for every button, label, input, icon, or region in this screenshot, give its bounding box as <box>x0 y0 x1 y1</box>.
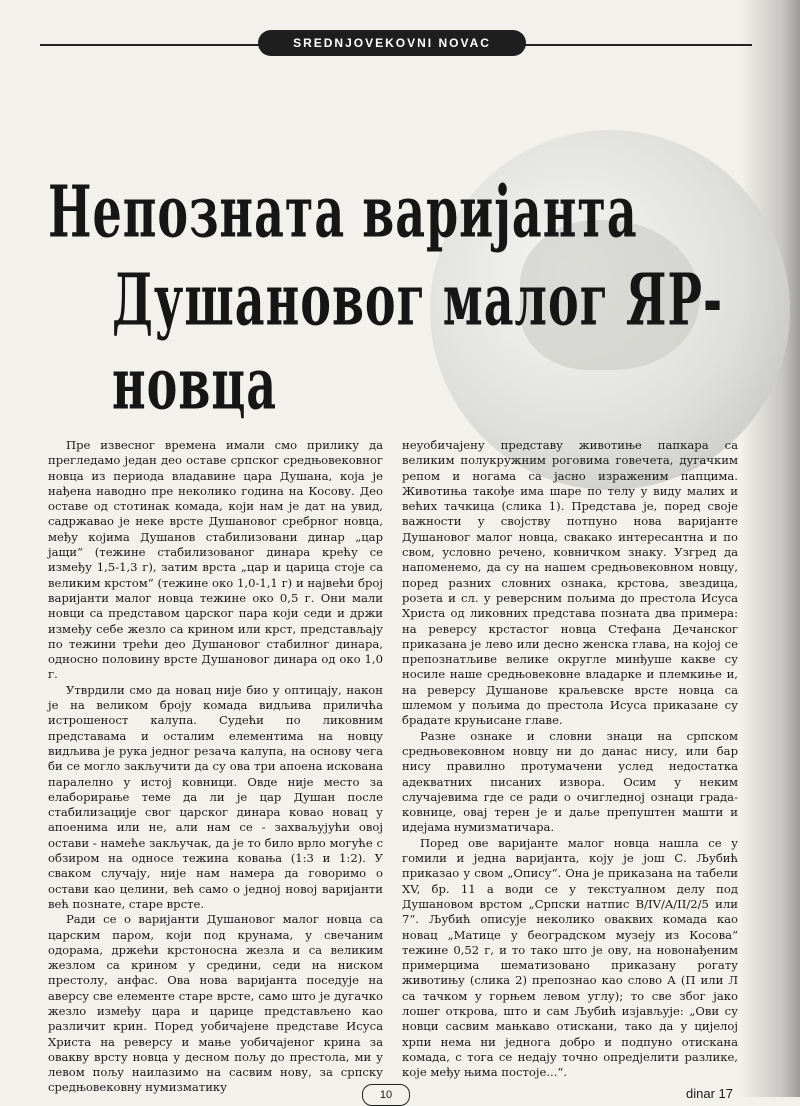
body-column-right <box>402 438 738 1080</box>
body-column-left <box>48 438 383 1096</box>
paragraph: Ради се о варијанти Душановог малог новца са царским паром, који под крунама, у свечаним одорама, држећи крстоносна жезла и са великим жезлом са крином у средини, седи на ниском престолу, анфас. Ова нова варијанта поседује на аверсу све елементе старе врсте, само што је дугачко жезло између цара и царице представљено као различит крин. Поред уобичајене представе Исуса Христа на реверсу и мање уобичајеног крина за овакву врсту новца у десном пољу до престола, ми у левом пољу наилазимо на сасвим нову, за српску средњовековну нумизматику <box>48 912 383 1095</box>
paragraph: Поред ове варијанте малог новца нашла се у гомили и једна варијанта, коју је још С. Љубић приказао у свом „Опису“. Она је приказана на табели XV, бр. 11 а води се у текстуалном делу под Душановом врстом „Српски натпис В/IV/A/II/2/5 или 7“. Љубић описује неколико оваквих комада као новац „Матице у београдском музеју из Косова“ тежине 0,52 г, и то тако што је ову, на новонађеним примерцима шематизовано приказану рогату животињу (слика 2) препознао као слово А (П или Л са тачком у горњем левом углу); то све због јако лошег открова, што и сам Љубић изјављује: „Ови су новци сасвим мањкаво отискани, тако да у цијелој хрпи нема ни једнога добро и подпуно отискана комада, с тога се недају точно опредјелити разлике, које међу њима постоје...“. <box>402 835 738 1080</box>
paragraph: Утврдили смо да новац није био у оптицају, након је на великом броју комада видљива приличћа истрошеност калупа. Судећи по ликовним представама и осталим елементима на новцу видљива је рука једног резача калупа, на основу чега би се могло закључити да су ова три апоена искована паралелно у истој ковници. Овде није место за елаборирање теме да ли је цар Душан после стабилизације свог царског динара ковао новац у апоенима или не, али нам се - захваљујући овој остави - намеће закључак, да је то било врло могуће с обзиром на односе тежина ковања (1:3 и 1:2). У сваком случају, није нам намера да говоримо о остави као целини, већ само о једној новој варијанти већ познате, старе врсте. <box>48 682 383 911</box>
article-title-line-2: Душановог малог ЯР-новца <box>112 258 724 426</box>
page-number: 10 <box>362 1084 410 1106</box>
paragraph: Разне ознаке и словни знаци на српском средњовековном новцу ни до данас нису, или бар нису правилно протумачени услед недостатка адекватних писаних извора. Осим у неким случајевима где се ради о очигледној ознаци града-ковнице, овај терен је и даље препуштен машти и идејама нумизматичара. <box>402 728 738 835</box>
section-label: SREDNJOVEKOVNI NOVAC <box>258 30 526 56</box>
paragraph: неуобичајену представу животиње папкара са великим полукружним роговима говечета, дугачким репом и ногама са јасно израженим папцима. Животиња такође има шаре по телу у виду малих и већих тачкица (слика 1). Представа је, поред своје важности у својству потпуно нова варијанте Душановог малог новца, свакако интересантна и по свом, условно речено, ковничком знаку. Узгред да напоменемо, да су на нашем средњовековном новцу, поред разних словних ознака, крстова, звездица, розета и сл. у реверсним пољима до престола Исуса Христа од ликовних представа позната два примера: на реверсу крстастог новца Стефана Дечанског приказана је лево или десно женска глава, на којој се препознатљиве велике округле минђуше какве су носиле наше средњовековне владарке и племкиње и, на реверсу Душанове краљевске врсте новца са шлемом у пољима до престола Исуса приказане су брадате круњисане главе. <box>402 438 738 728</box>
magazine-footer: dinar 17 <box>686 1086 733 1101</box>
article-title-line-1: Непозната варијанта <box>48 170 638 254</box>
page-gutter-shadow <box>740 0 800 1097</box>
paragraph: Пре извесног времена имали смо прилику да прегледамо један део оставе српског средњовековног новца из периода владавине цара Душана, која је нађена наводно пре неколико година на Косову. Део оставе од стотинак комада, који нам је дат на увид, садржавао је неке врсте Душановог сребрног новца, међу којима Душанов стабилизовани динар „цар јащи“ (тежине стабилизованог динара крећу се између 1,5-1,3 г), затим врста „цар и царица стоје са великим крстом“ (тежине око 1,0-1,1 г) и највећи број варијанти малог новца тежине око 0,5 г. Они мали новци са представом царског пара који седи и држи између себе жезло са крином или крст, представљају по тежини трећи део Душановог стабилног динара, односно половину врсте Душановог динара од око 1,0 г. <box>48 438 383 682</box>
